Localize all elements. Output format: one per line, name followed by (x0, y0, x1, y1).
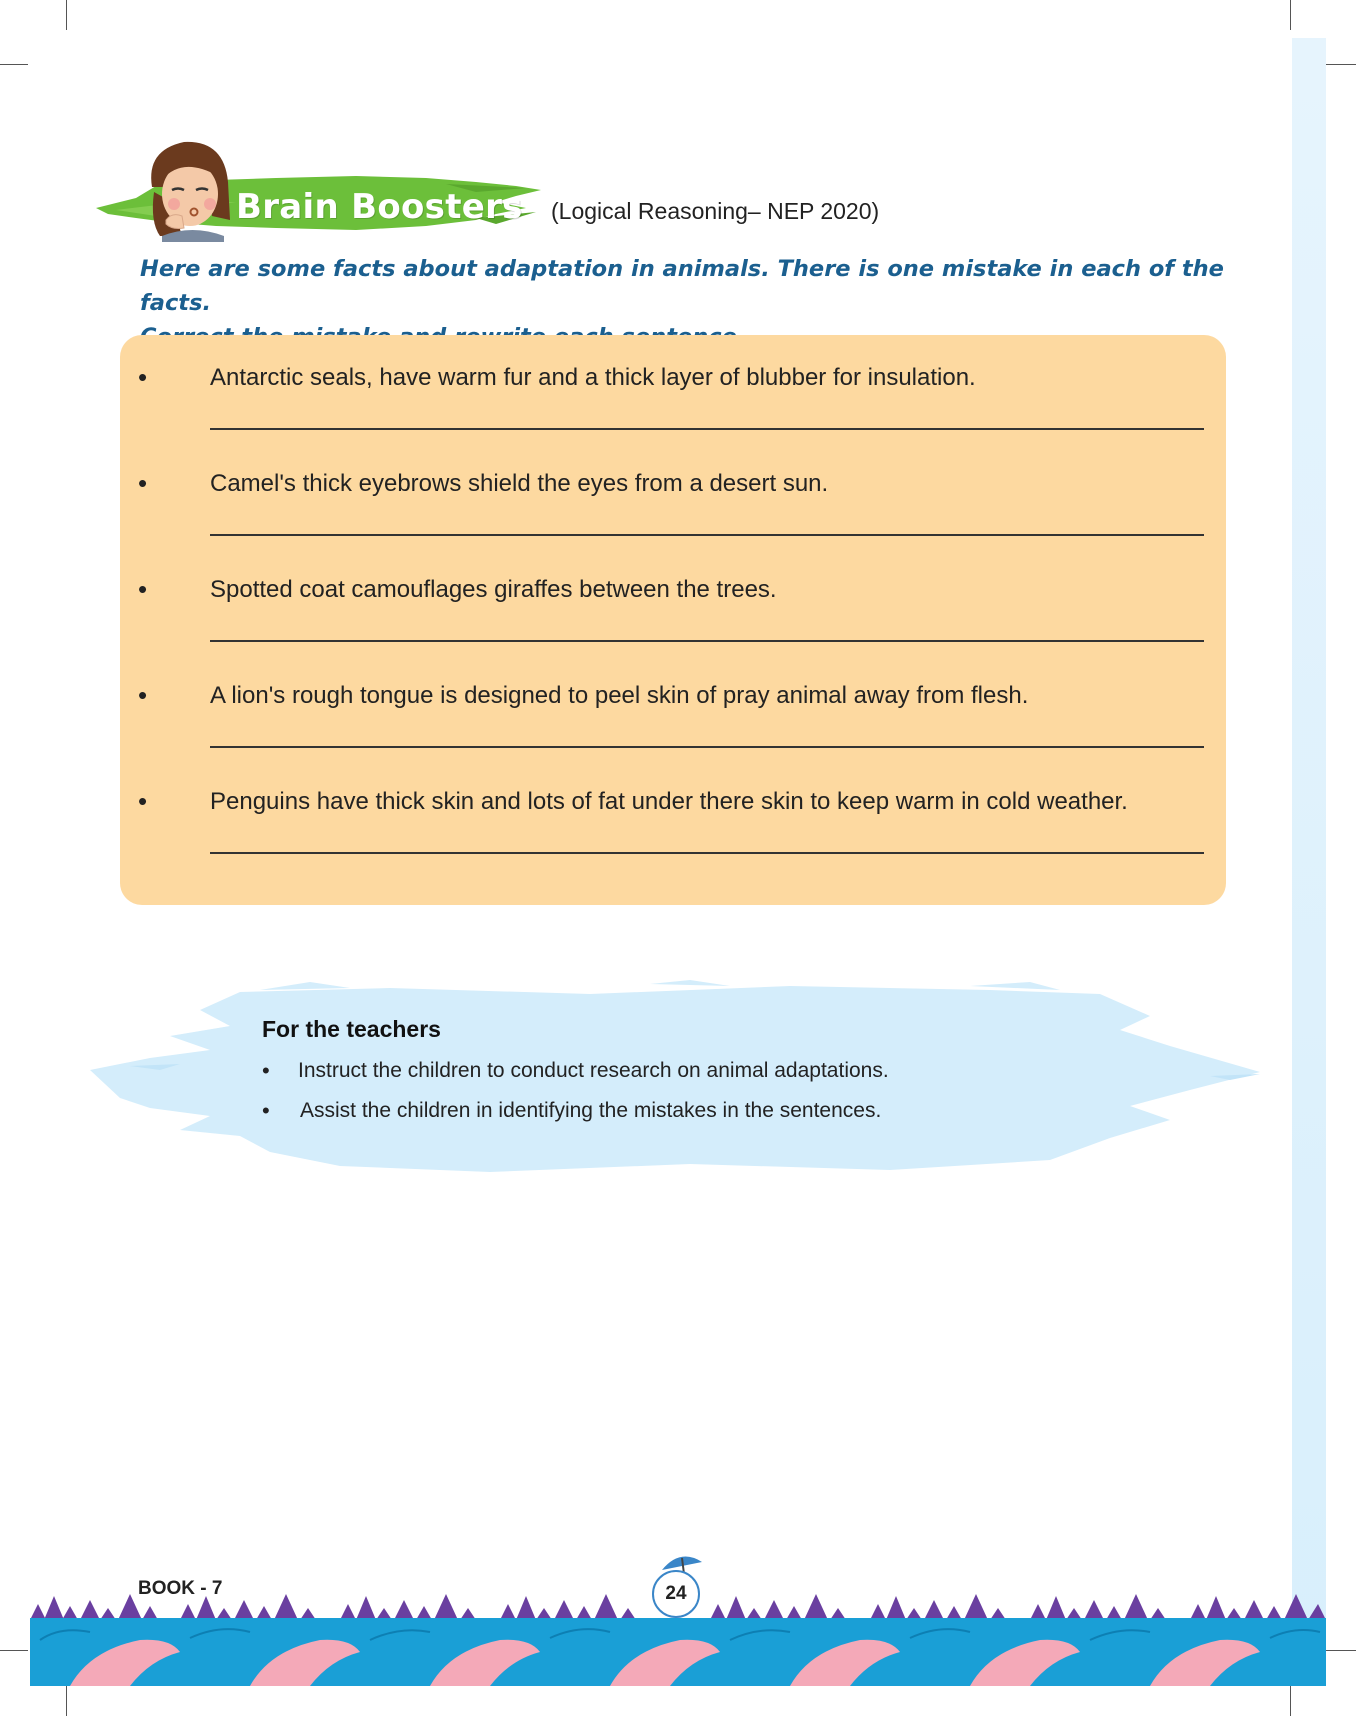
fact-item (120, 678, 1226, 784)
answer-line[interactable] (210, 428, 1204, 430)
side-decoration-strip (1292, 38, 1326, 1678)
header-subtitle: (Logical Reasoning– NEP 2020) (551, 198, 880, 224)
answer-line[interactable] (210, 534, 1204, 536)
book-label: BOOK - 7 (138, 1578, 223, 1599)
answer-line[interactable] (210, 852, 1204, 854)
bullet: • (138, 680, 148, 710)
bullet: • (262, 1058, 270, 1083)
brain-boosters-header (96, 128, 1016, 248)
teachers-note (90, 980, 1270, 1180)
teachers-title: For the teachers (262, 1016, 441, 1042)
crop-mark (66, 0, 67, 30)
crop-mark (1326, 1650, 1356, 1651)
crop-mark (0, 1650, 28, 1651)
fact-text: Penguins have thick skin and lots of fat under there skin to keep warm in cold weather. (210, 788, 1128, 815)
crop-mark (66, 1686, 67, 1716)
crop-mark (1326, 64, 1356, 65)
page-number: 24 (652, 1570, 700, 1618)
brain-boosters-title: Brain Boosters (236, 187, 523, 227)
crop-mark (1290, 1686, 1291, 1716)
fact-text: A lion's rough tongue is designed to peel skin of pray animal away from flesh. (210, 682, 1029, 709)
page-number-badge (648, 1548, 708, 1618)
fact-item (120, 784, 1226, 890)
fact-text: Antarctic seals, have warm fur and a thick layer of blubber for insulation. (210, 364, 976, 391)
answer-line[interactable] (210, 640, 1204, 642)
bullet: • (138, 574, 148, 604)
bullet: • (262, 1098, 270, 1123)
crop-mark (1290, 0, 1291, 30)
bullet: • (138, 468, 148, 498)
instructions-line-1: Here are some facts about adaptation in animals. There is one mistake in each of the facts. (140, 256, 1224, 316)
fact-item (120, 572, 1226, 678)
answer-line[interactable] (210, 746, 1204, 748)
bullet: • (138, 362, 148, 392)
fact-text: Camel's thick eyebrows shield the eyes from a desert sun. (210, 470, 829, 497)
fact-item (120, 466, 1226, 572)
facts-box (120, 335, 1226, 905)
fact-text: Spotted coat camouflages giraffes between the trees. (210, 576, 777, 603)
bullet: • (138, 786, 148, 816)
teacher-item: Assist the children in identifying the mistakes in the sentences. (300, 1099, 882, 1122)
fact-item (120, 360, 1226, 466)
teacher-item: Instruct the children to conduct research on animal adaptations. (298, 1059, 889, 1082)
thinking-girl-icon (132, 132, 242, 242)
crop-mark (0, 64, 28, 65)
